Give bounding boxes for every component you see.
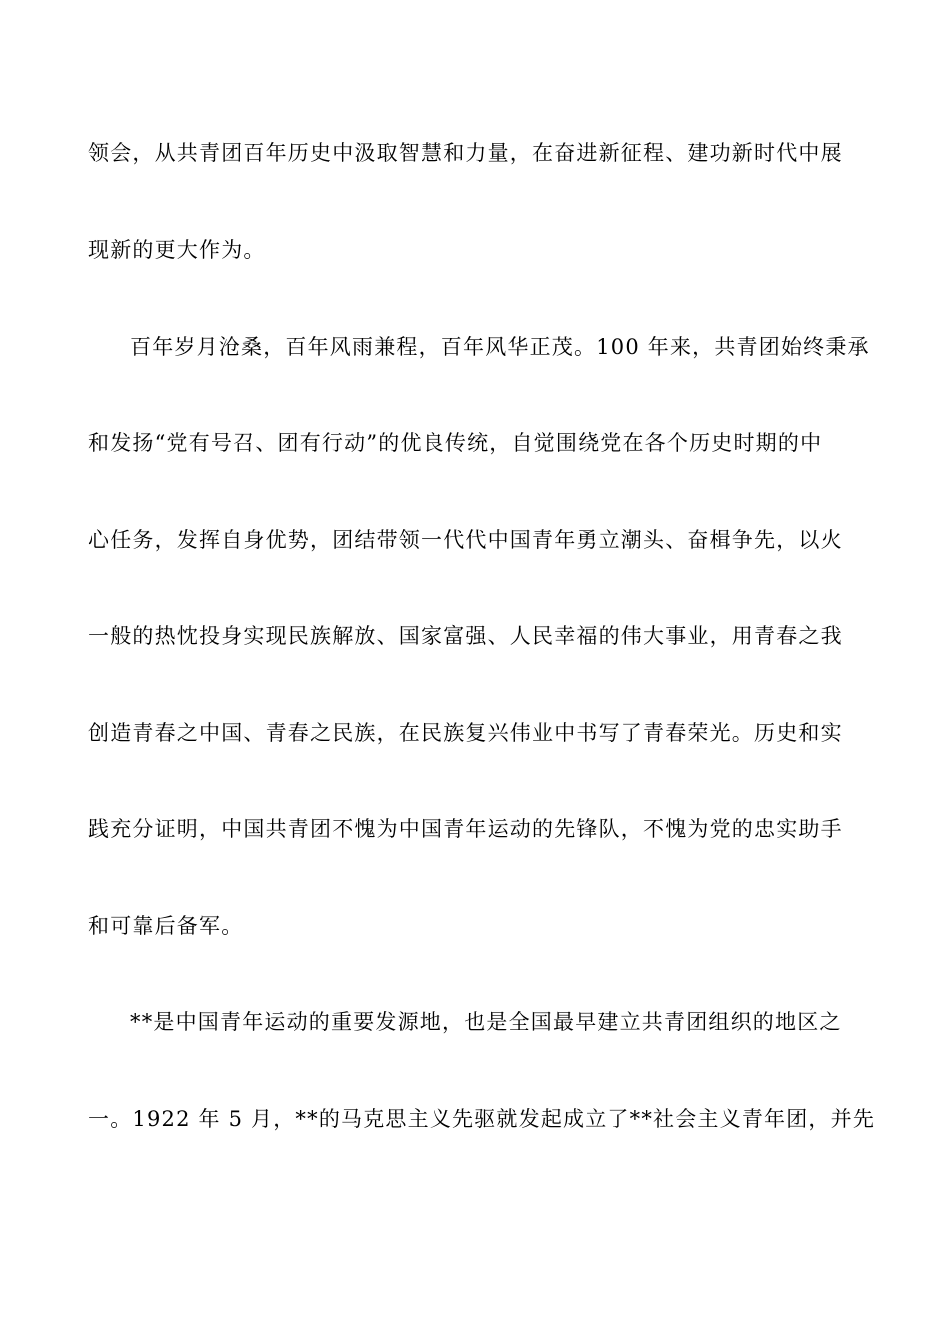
- text-line: 和发扬“党有号召、团有行动”的优良传统，自觉围绕党在各个历史时期的中: [88, 431, 823, 455]
- text-line: 领会，从共青团百年历史中汲取智慧和力量，在奋进新征程、建功新时代中展: [88, 141, 843, 165]
- text-line: 践充分证明，中国共青团不愧为中国青年运动的先锋队，不愧为党的忠实助手: [88, 817, 843, 841]
- text-line: 心任务，发挥自身优势，团结带领一代代中国青年勇立潮头、奋楫争先，以火: [88, 528, 843, 552]
- text-line: 一。1922 年 5 月，**的马克思主义先驱就发起成立了**社会主义青年团，并先: [88, 1107, 876, 1131]
- text-line: 一般的热忱投身实现民族解放、国家富强、人民幸福的伟大事业，用青春之我: [88, 624, 843, 648]
- paragraph-start-line: 百年岁月沧桑，百年风雨兼程，百年风华正茂。100 年来，共青团始终秉承: [130, 335, 870, 359]
- text-line: 创造青春之中国、青春之民族，在民族复兴伟业中书写了青春荣光。历史和实: [88, 721, 843, 745]
- text-line: 现新的更大作为。: [88, 238, 266, 262]
- text-line: 和可靠后备军。: [88, 914, 244, 938]
- paragraph-start-line: **是中国青年运动的重要发源地，也是全国最早建立共青团组织的地区之: [130, 1010, 842, 1034]
